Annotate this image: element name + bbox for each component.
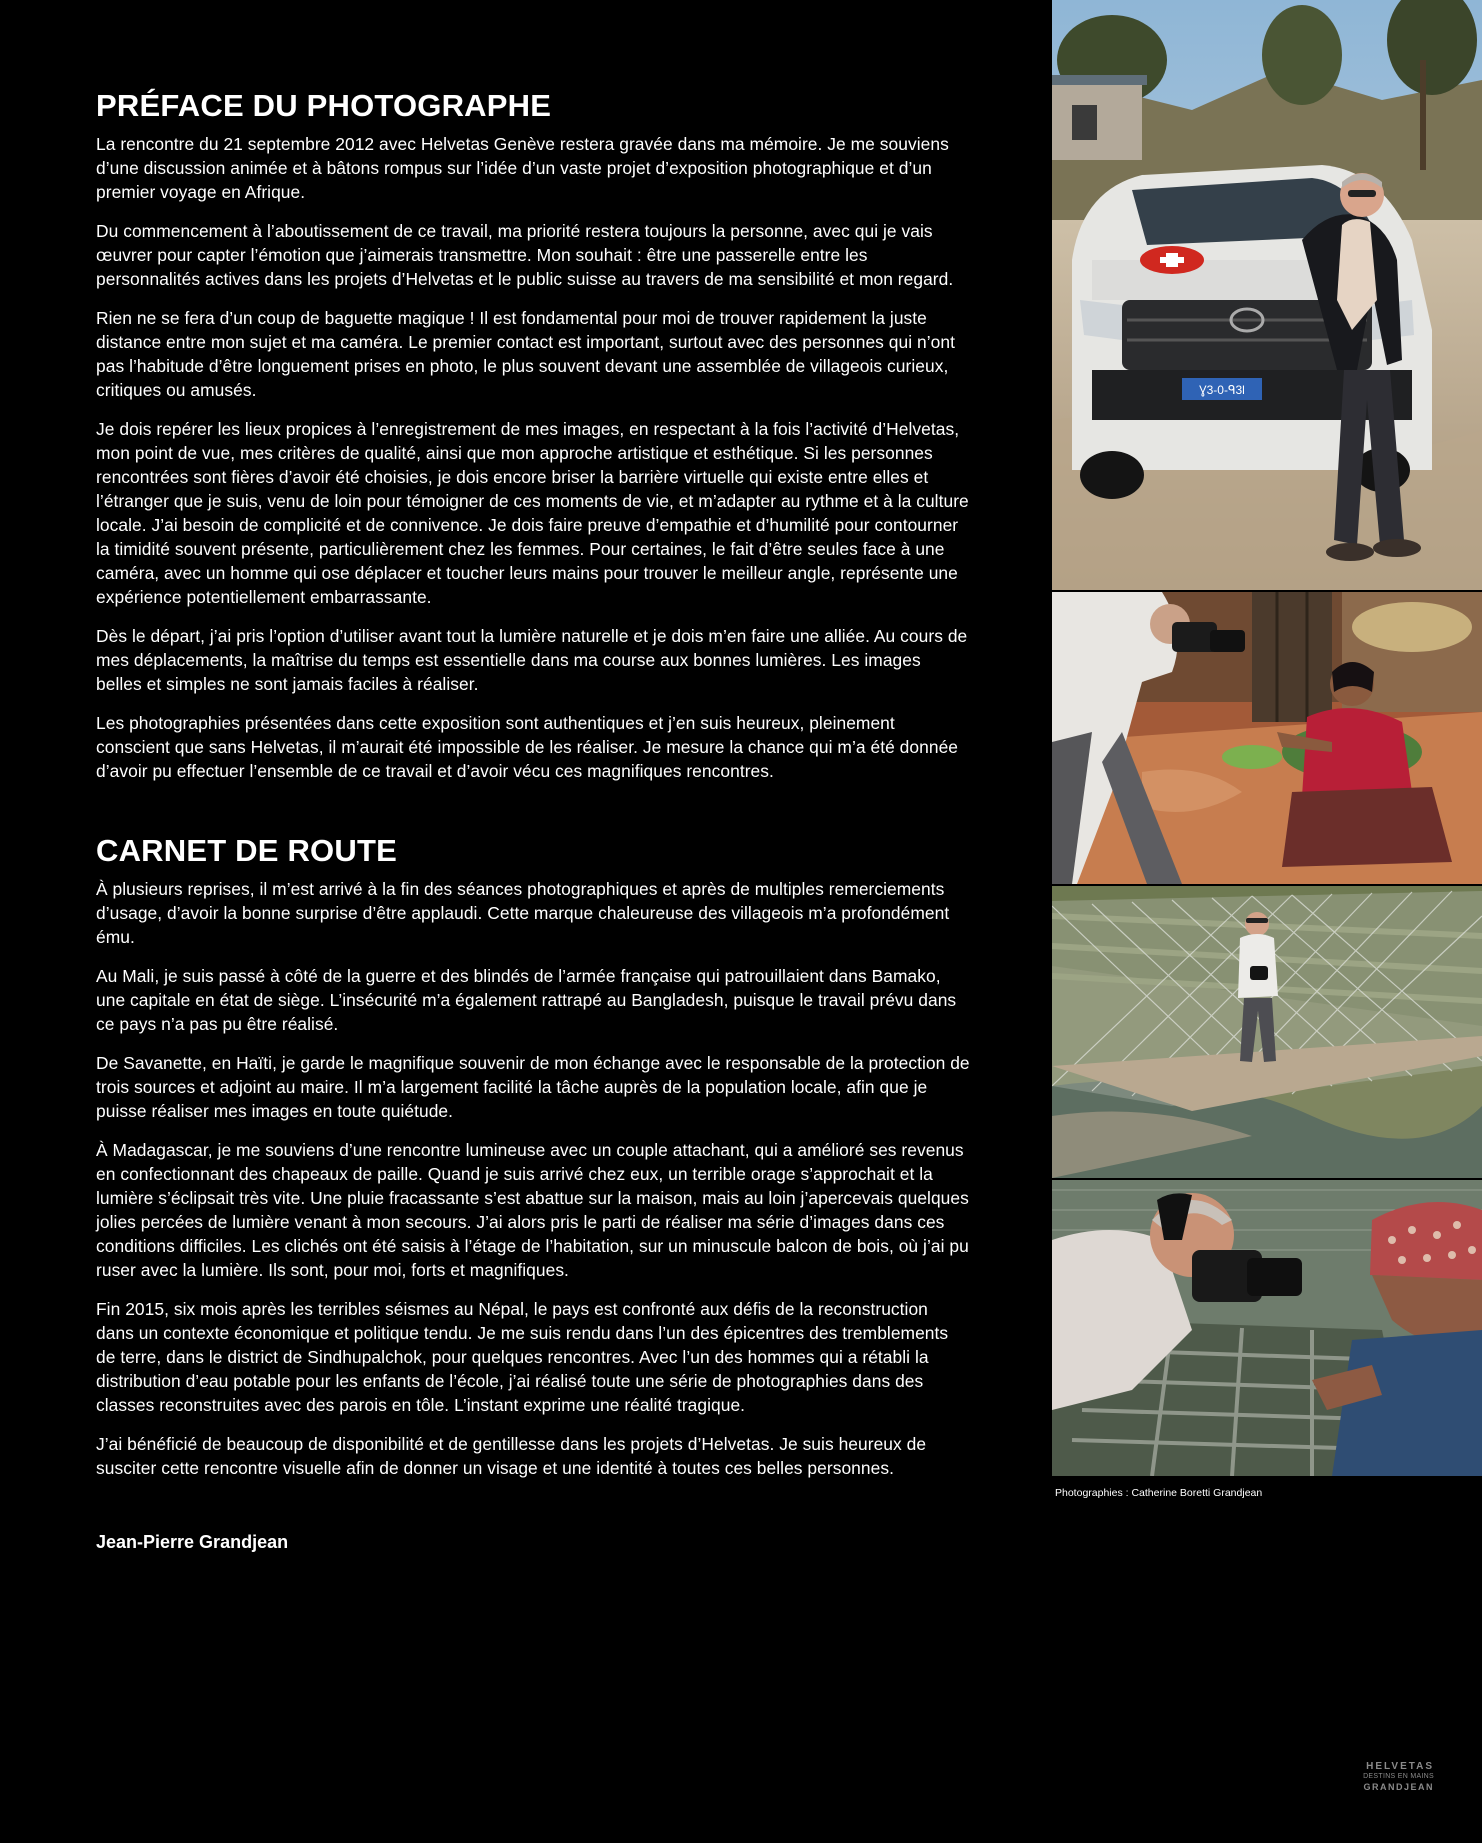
preface-title: PRÉFACE DU PHOTOGRAPHE xyxy=(96,88,552,123)
preface-paragraph: Du commencement à l’aboutissement de ce travail, ma priorité restera toujours la personne, avec qui je vais œuvrer pour capter l’émotion que j’aimerais transmettre. Mon souhait : être une passerelle entre les personnalités actives dans les projets d’Helvetas et le public suisse au travers de ma sensibilité et mon regard. xyxy=(96,221,954,289)
photo-woman-greens xyxy=(1052,592,1482,884)
preface-paragraph: Je dois repérer les lieux propices à l’enregistrement de mes images, en respectant à la fois l’activité d’Helvetas, mon point de vue, mes critères de qualité, ainsi que mon approche artistique et esthétique. Si les personnes rencontrées sont fières d’avoir été choisies, je dois encore briser la barrière virtuelle qui existe entre elles et l’étranger que je suis, venu de loin pour témoigner de ces moments de vie, et m’adapter au rythme et à la culture locale. J’ai besoin de complicité et de connivence. Je dois faire preuve d’empathie et d’humilité pour contourner la timidité souvent présente, particulièrement chez les femmes. Pour certaines, le fait d’être seules face à une caméra, avec un homme qui ose déplacer et toucher leurs mains pour trouver le meilleur angle, représente une expérience potentiellement embarrassante. xyxy=(96,419,969,607)
preface-paragraph: Les photographies présentées dans cette exposition sont authentiques et j’en suis heureux, pleinement conscient que sans Helvetas, il m’aurait été impossible de les réaliser. Je mesure la chance qui m’a été donnée d’avoir pu effectuer l’ensemble de ce travail et d’avoir vécu ces magnifiques rencontres. xyxy=(96,713,959,781)
helvetas-logo xyxy=(1344,1762,1434,1792)
carnet-paragraph: J’ai bénéficié de beaucoup de disponibilité et de gentillesse dans les projets d’Helvetas. Je suis heureux de susciter cette rencontre visuelle afin de donner un visage et une identité à toutes ces belles personnes. xyxy=(96,1434,927,1478)
carnet-paragraph: Fin 2015, six mois après les terribles séismes au Népal, le pays est confronté aux défis de la reconstruction dans un contexte économique et politique tendu. Je me suis rendu dans l’un des épicentres des tremblements de terre, dans le district de Sindhupalchok, pour quelques rencontres. Avec l’un des hommes qui a rétabli la distribution d’eau potable pour les enfants de l’école, j’ai réalisé toute une série de photographies dans des classes reconstruites avec des parois en tôle. L’instant exprime une réalité tragique. xyxy=(96,1299,949,1415)
logo-line-1: HELVETAS xyxy=(1366,1761,1434,1772)
carnet-title: CARNET DE ROUTE xyxy=(96,833,397,868)
preface-paragraph: La rencontre du 21 septembre 2012 avec Helvetas Genève restera gravée dans ma mémoire. Je me souviens d’une discussion animée et à bâtons rompus sur l’idée d’un vaste projet d’exposition photographique et d’un premier voyage en Afrique. xyxy=(96,134,949,202)
preface-paragraph: Dès le départ, j’ai pris l’option d’utiliser avant tout la lumière naturelle et je dois m’en faire une alliée. Au cours de mes déplacements, la maîtrise du temps est essentielle dans ma course aux bonnes lumières. Les images belles et simples ne sont jamais faciles à réaliser. xyxy=(96,626,968,694)
text-column xyxy=(96,88,970,1554)
preface-paragraph: Rien ne se fera d’un coup de baguette magique ! Il est fondamental pour moi de trouver rapidement la juste distance entre mon sujet et ma caméra. Le premier contact est important, surtout avec des personnes qui n’ont pas l’habitude d’être longuement prises en photo, le plus souvent devant une assemblée de villageois curieux, critiques ou amusés. xyxy=(96,308,955,400)
carnet-paragraph: De Savanette, en Haïti, je garde le magnifique souvenir de mon échange avec le responsable de la protection de trois sources et adjoint au maire. Il m’a largement facilité la tâche auprès de la population locale, afin que je puisse réaliser mes images en toute quiétude. xyxy=(96,1053,970,1121)
logo-line-3: GRANDJEAN xyxy=(1363,1782,1434,1792)
photo-credit: Photographies : Catherine Boretti Grandjean xyxy=(1055,1487,1263,1499)
photo-closeup xyxy=(1052,1180,1482,1476)
carnet-paragraph: À plusieurs reprises, il m’est arrivé à la fin des séances photographiques et après de multiples remerciements d’usage, d’avoir la bonne surprise d’être applaudi. Cette marque chaleureuse des villageois m’a profondément ému. xyxy=(96,879,950,947)
logo-line-2: DESTINS EN MAINS xyxy=(1363,1773,1434,1780)
signature: Jean-Pierre Grandjean xyxy=(96,1532,289,1552)
photo-bridge xyxy=(1052,886,1482,1178)
plate-text: Ɣ3-0-ᑫ3Ɩ xyxy=(1199,383,1245,397)
carnet-paragraph: Au Mali, je suis passé à côté de la guerre et des blindés de l’armée française qui patrouillaient dans Bamako, une capitale en état de siège. L’insécurité m’a également rattrapé au Bangladesh, puisque le travail prévu dans ce pays n’a pas pu être réalisé. xyxy=(96,966,957,1034)
carnet-paragraph: À Madagascar, je me souviens d’une rencontre lumineuse avec un couple attachant, qui a amélioré ses revenus en confectionnant des chapeaux de paille. Quand je suis arrivé chez eux, un terrible orage s’approchait et la lumière s’éclipsait très vite. Une pluie fracassante s’est abattue sur la maison, mais au loin j’apercevais quelques jolies percées de lumière venant à mon secours. J’ai alors pris le parti de réaliser ma série d’images dans ces conditions difficiles. Les clichés ont été saisis à l’étage de l’habitation, sur un minuscule balcon de bois, où j’ai pu ruser avec la lumière. Ils sont, pour moi, forts et magnifiques. xyxy=(96,1140,969,1280)
photo-truck xyxy=(1052,0,1482,590)
